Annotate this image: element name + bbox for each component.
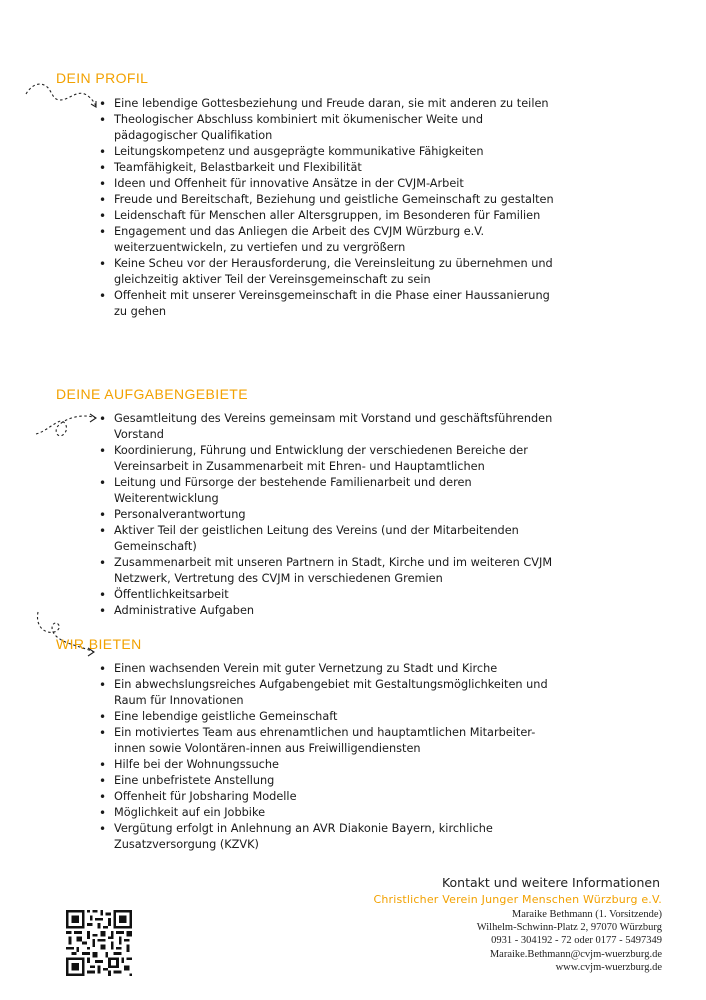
qr-code-icon: [66, 910, 132, 976]
list-item: • Hilfe bei der Wohnungssuche: [96, 757, 556, 773]
section-heading: WIR BIETEN: [56, 636, 142, 652]
dashed-swirl-arrow-icon: [22, 74, 102, 114]
dashed-swirl-arrow-icon: [30, 606, 110, 666]
list-item: • Öffentlichkeitsarbeit: [96, 587, 556, 603]
list-item: • Offenheit mit unserer Vereinsgemeinschaft in die Phase einer Haussanierung zu gehen: [96, 288, 556, 320]
list-item: • Möglichkeit auf ein Jobbike: [96, 805, 556, 821]
list-item: • Koordinierung, Führung und Entwicklung der verschiedenen Bereiche der Vereinsarbeit in Zusammenarbeit mit Ehren- und Hauptamtlichen: [96, 443, 556, 475]
list-item: • Eine unbefristete Anstellung: [96, 773, 556, 789]
list-item: • Gesamtleitung des Vereins gemeinsam mit Vorstand und geschäftsführenden Vorstand: [96, 411, 556, 443]
list-item: • Leitungskompetenz und ausgeprägte kommunikative Fähigkeiten: [96, 144, 556, 160]
contact-address: Wilhelm-Schwinn-Platz 2, 97070 Würzburg: [476, 922, 662, 934]
section-tasks: [0, 384, 706, 624]
section-offer: [0, 634, 706, 864]
offer-list: [96, 661, 556, 853]
profile-list: [96, 96, 556, 320]
list-item: • Ein abwechslungsreiches Aufgabengebiet mit Gestaltungsmöglichkeiten und Raum für Innovationen: [96, 677, 556, 709]
list-item: • Keine Scheu vor der Herausforderung, die Vereinsleitung zu übernehmen und gleichzeitig aktiver Teil der Vereinsgemeinschaft zu sein: [96, 256, 556, 288]
list-item: • Leidenschaft für Menschen aller Altersgruppen, im Besonderen für Familien: [96, 208, 556, 224]
list-item: • Theologischer Abschluss kombiniert mit ökumenischer Weite und pädagogischer Qualifikation: [96, 112, 556, 144]
list-item: • Aktiver Teil der geistlichen Leitung des Vereins (und der Mitarbeitenden Gemeinschaft): [96, 523, 556, 555]
list-item: • Leitung und Fürsorge der bestehende Familienarbeit und deren Weiterentwicklung: [96, 475, 556, 507]
list-item: • Zusammenarbeit mit unseren Partnern in Stadt, Kirche und im weiteren CVJM Netzwerk, Vertretung des CVJM in verschiedenen Gremien: [96, 555, 556, 587]
section-heading: DEINE AUFGABENGEBIETE: [56, 386, 248, 402]
list-item: • Offenheit für Jobsharing Modelle: [96, 789, 556, 805]
list-item: • Teamfähigkeit, Belastbarkeit und Flexibilität: [96, 160, 556, 176]
list-item: • Engagement und das Anliegen die Arbeit des CVJM Würzburg e.V. weiterzuentwickeln, zu vertiefen und zu vergrößern: [96, 224, 556, 256]
contact-title: Kontakt und weitere Informationen: [441, 875, 660, 890]
contact-block: [242, 874, 662, 974]
list-item: • Ein motiviertes Team aus ehrenamtlichen und hauptamtlichen Mitarbeiter-innen sowie Volontären-innen aus Freiwilligendiensten: [96, 725, 556, 757]
list-item: • Ideen und Offenheit für innovative Ansätze in der CVJM-Arbeit: [96, 176, 556, 192]
contact-email[interactable]: Maraike.Bethmann@cvjm-wuerzburg.de: [489, 948, 662, 960]
list-item: • Administrative Aufgaben: [96, 603, 556, 619]
list-item: • Eine lebendige geistliche Gemeinschaft: [96, 709, 556, 725]
section-profile: [0, 68, 706, 368]
organization-name: Christlicher Verein Junger Menschen Würzburg e.V.: [373, 893, 662, 906]
contact-phone: 0931 - 304192 - 72 oder 0177 - 5497349: [491, 935, 662, 947]
list-item: • Vergütung erfolgt in Anlehnung an AVR Diakonie Bayern, kirchliche Zusatzversorgung (KZVK): [96, 821, 556, 853]
contact-person: Maraike Bethmann (1. Vorsitzende): [511, 909, 662, 920]
list-item: • Einen wachsenden Verein mit guter Vernetzung zu Stadt und Kirche: [96, 661, 556, 677]
list-item: • Eine lebendige Gottesbeziehung und Freude daran, sie mit anderen zu teilen: [96, 96, 556, 112]
list-item: • Personalverantwortung: [96, 507, 556, 523]
list-item: • Freude und Bereitschaft, Beziehung und geistliche Gemeinschaft zu gestalten: [96, 192, 556, 208]
contact-website[interactable]: www.cvjm-wuerzburg.de: [555, 961, 662, 973]
section-heading: DEIN PROFIL: [56, 70, 149, 86]
tasks-list: [96, 411, 556, 619]
